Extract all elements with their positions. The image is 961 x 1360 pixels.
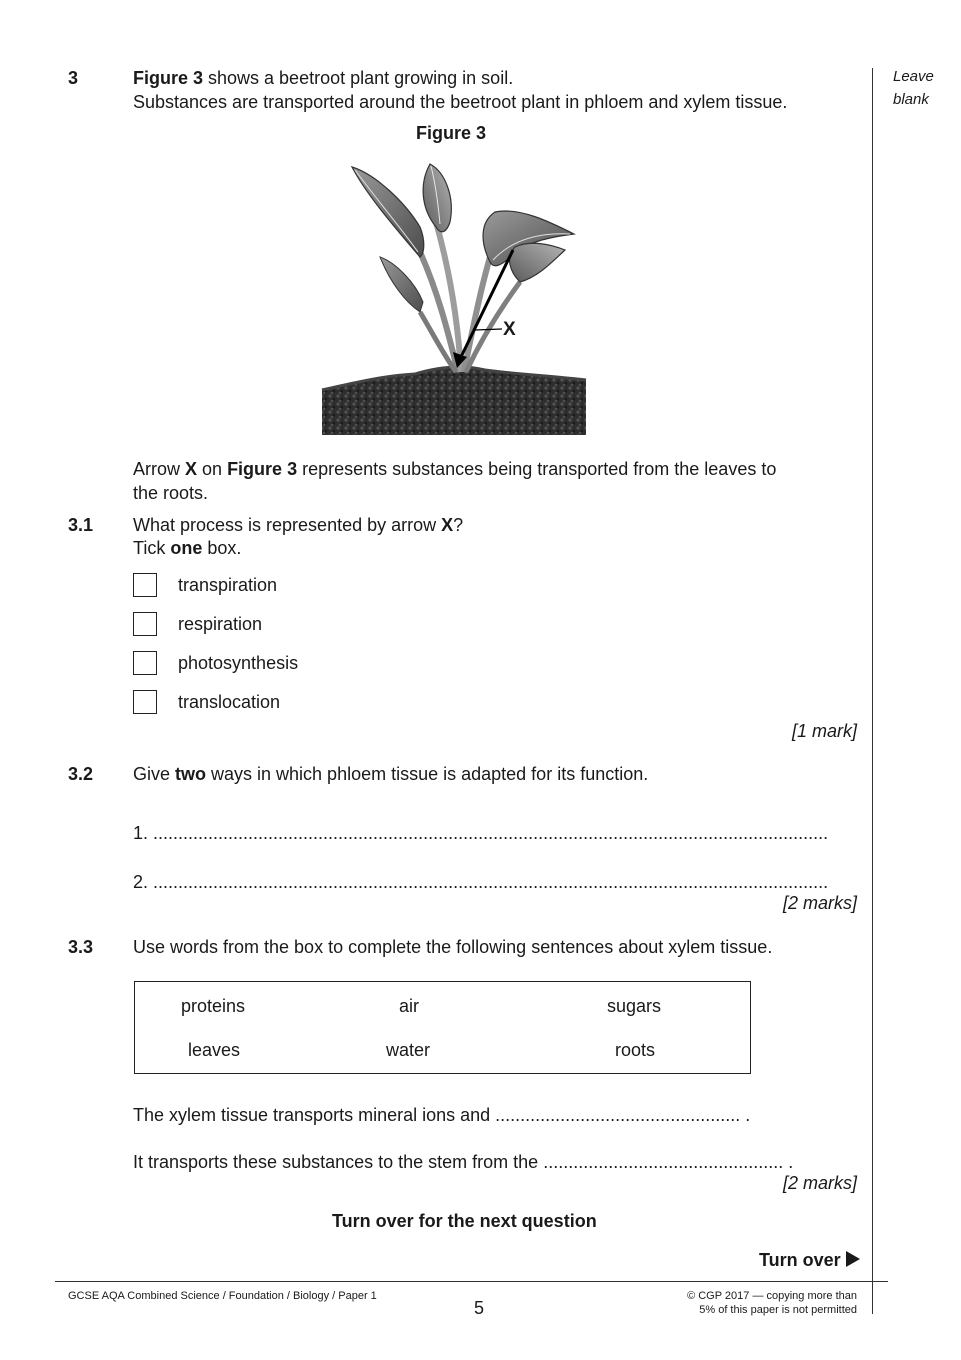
- word-roots: roots: [615, 1040, 656, 1060]
- option-label: photosynthesis: [178, 653, 299, 673]
- q33-number: 3.3: [68, 937, 94, 957]
- word-water: water: [386, 1040, 431, 1060]
- figure-title: Figure 3: [416, 123, 487, 143]
- q32-answer-line-2[interactable]: 2. .......................................................................................................................................: [133, 872, 829, 892]
- q33-marks: [2 marks]: [782, 1173, 857, 1193]
- word-sugars: sugars: [607, 996, 662, 1016]
- margin-blank: blank: [893, 91, 929, 108]
- option-label: respiration: [178, 614, 263, 634]
- footer-paper-title: GCSE AQA Combined Science / Foundation / Biology / Paper 1: [68, 1290, 377, 1302]
- beetroot-plant-figure: [320, 162, 588, 437]
- footer-copyright-2: 5% of this paper is not permitted: [699, 1304, 857, 1316]
- q31-number: 3.1: [68, 515, 94, 535]
- q31-prompt: What process is represented by arrow X?: [133, 515, 464, 535]
- q31-tick-instruction: Tick one box.: [133, 538, 242, 558]
- q32-number: 3.2: [68, 764, 94, 784]
- q32-answer-line-1[interactable]: 1. .......................................................................................................................................: [133, 823, 829, 843]
- margin-rule: [872, 68, 873, 1314]
- arrow-x-label: X: [503, 319, 516, 340]
- q32-marks: [2 marks]: [782, 893, 857, 913]
- question-number: 3: [68, 68, 79, 88]
- option-label: transpiration: [178, 575, 278, 595]
- page-number: 5: [474, 1298, 485, 1318]
- q33-prompt: Use words from the box to complete the following sentences about xylem tissue.: [133, 937, 773, 957]
- option-label: translocation: [178, 692, 281, 712]
- checkbox-transpiration[interactable]: [133, 573, 157, 597]
- margin-leave: Leave: [893, 68, 934, 85]
- arrow-description: Arrow X on Figure 3 represents substances being transported from the leaves to: [133, 459, 777, 479]
- question-intro: Figure 3 shows a beetroot plant growing in soil.: [133, 68, 514, 88]
- checkbox-respiration[interactable]: [133, 612, 157, 636]
- word-air: air: [399, 996, 420, 1016]
- q33-sentence-1[interactable]: The xylem tissue transports mineral ions and ................................................. .: [133, 1105, 751, 1125]
- word-leaves: leaves: [188, 1040, 241, 1060]
- play-arrow-icon: [846, 1251, 860, 1267]
- q31-marks: [1 mark]: [791, 721, 857, 741]
- checkbox-translocation[interactable]: [133, 690, 157, 714]
- word-proteins: proteins: [181, 996, 246, 1016]
- footer-copyright-1: © CGP 2017 — copying more than: [687, 1290, 857, 1302]
- question-intro-line2: Substances are transported around the beetroot plant in phloem and xylem tissue.: [133, 92, 788, 112]
- turn-over-next-question: Turn over for the next question: [332, 1211, 597, 1231]
- turn-over: Turn over: [759, 1250, 860, 1271]
- footer-rule: [55, 1281, 888, 1282]
- q32-prompt: Give two ways in which phloem tissue is adapted for its function.: [133, 764, 649, 784]
- arrow-description-line2: the roots.: [133, 483, 209, 503]
- q33-sentence-2[interactable]: It transports these substances to the stem from the ................................................ .: [133, 1152, 794, 1172]
- checkbox-photosynthesis[interactable]: [133, 651, 157, 675]
